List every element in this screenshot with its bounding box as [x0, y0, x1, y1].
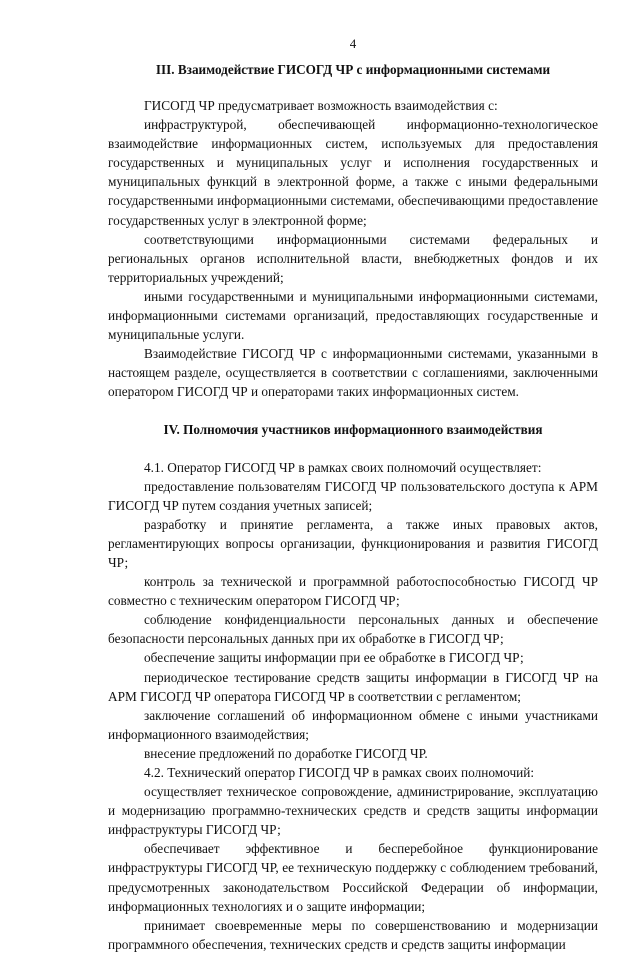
section-4-heading: IV. Полномочия участников информационного взаимодействия: [163, 421, 543, 437]
paragraph: контроль за технической и программной работоспособностью ГИСОГД ЧР совместно с техническим оператором ГИСОГД ЧР;: [108, 574, 598, 609]
section-3-body: [108, 96, 598, 402]
document-page: [108, 36, 598, 954]
paragraph: разработку и принятие регламента, а также иных правовых актов, регламентирующих вопросы организации, функционирования и развития ГИСОГД ЧР;: [108, 516, 598, 570]
paragraph: внесение предложений по доработке ГИСОГД ЧР.: [144, 745, 428, 761]
paragraph: инфраструктурой, обеспечивающей информационно-технологическое взаимодействие информационных систем, используемых для предоставления государственных и муниципальных услуг и исполнения государственных и муниципальных функций в электронной форме, а также с иными федеральными государственными информационными системами, обеспечивающими предоставление государственных услуг в электронной форме;: [108, 117, 598, 228]
paragraph: осуществляет техническое сопровождение, администрирование, эксплуатацию и модернизацию программно-технических средств и средств защиты информации инфраструктуры ГИСОГД ЧР;: [108, 784, 598, 838]
paragraph: принимает своевременные меры по совершенствованию и модернизации программного обеспечения, технических средств и средств защиты информации: [108, 917, 598, 952]
paragraph: 4.2. Технический оператор ГИСОГД ЧР в рамках своих полномочий:: [144, 765, 535, 780]
paragraph: соответствующими информационными системами федеральных и региональных органов исполнительной власти, внебюджетных фондов и их территориальных учреждений;: [108, 231, 598, 285]
paragraph: предоставление пользователям ГИСОГД ЧР пользовательского доступа к АРМ ГИСОГД ЧР путем создания учетных записей;: [108, 478, 598, 513]
paragraph: обеспечивает эффективное и бесперебойное функционирование инфраструктуры ГИСОГД ЧР, ее техническую поддержку с соблюдением требований, предусмотренных законодательством Российской Федерации об информации, информационных технологиях и о защите информации;: [108, 841, 598, 914]
paragraph: обеспечение защиты информации при ее обработке в ГИСОГД ЧР;: [144, 650, 524, 666]
page-number: 4: [349, 36, 357, 51]
section-3-heading: III. Взаимодействие ГИСОГД ЧР с информационными системами: [155, 62, 551, 77]
paragraph: соблюдение конфиденциальности персональных данных и обеспечение безопасности персональных данных при их обработке в ГИСОГД ЧР;: [108, 612, 598, 647]
paragraph: ГИСОГД ЧР предусматривает возможность взаимодействия с:: [144, 98, 498, 113]
paragraph: Взаимодействие ГИСОГД ЧР с информационными системами, указанными в настоящем разделе, осуществляется в соответствии с соглашениями, заключенными оператором ГИСОГД ЧР и операторами таких информационных систем.: [108, 346, 598, 400]
paragraph: периодическое тестирование средств защиты информации в ГИСОГД ЧР на АРМ ГИСОГД ЧР оператора ГИСОГД ЧР в соответствии с регламентом;: [108, 669, 598, 704]
paragraph: заключение соглашений об информационном обмене с иными участниками информационного взаимодействия;: [108, 707, 598, 742]
paragraph: 4.1. Оператор ГИСОГД ЧР в рамках своих полномочий осуществляет:: [144, 459, 542, 475]
section-4-body: [108, 458, 598, 954]
paragraph: иными государственными и муниципальными информационными системами, информационными системами организаций, предоставляющих государственные и муниципальные услуги.: [108, 288, 598, 343]
